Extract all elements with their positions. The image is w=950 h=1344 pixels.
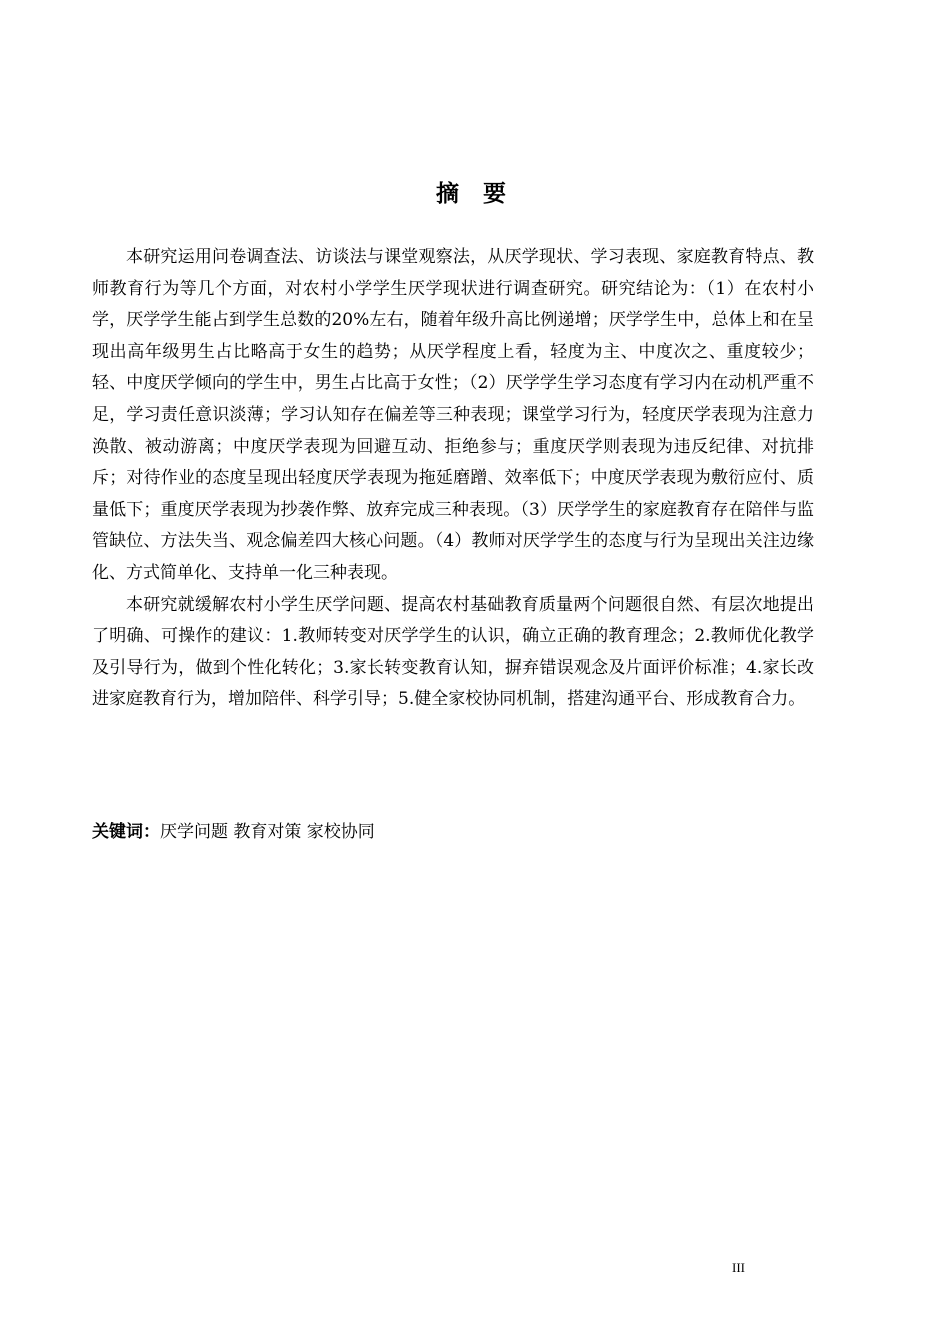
abstract-body [92,242,814,716]
keywords-value: 厌学问题 教育对策 家校协同 [160,822,375,842]
keywords-line [92,817,814,848]
page-title: 摘 要 [435,181,514,207]
page-number: III [732,1260,745,1275]
abstract-paragraph-suggestions: 本研究就缓解农村小学生厌学问题、提高农村基础教育质量两个问题很自然、有层次地提出了明确、可操作的建议：1.教师转变对厌学学生的认识，确立正确的教育理念；2.教师优化教学及引导行为，做到个性化转化；3.家长转变教育认知，摒弃错误观念及片面评价标准；4.家长改进家庭教育行为，增加陪伴、科学引导；5.健全家校协同机制，搭建沟通平台、形成教育合力。 [92,594,814,710]
abstract-paragraph-findings: 本研究运用问卷调查法、访谈法与课堂观察法，从厌学现状、学习表现、家庭教育特点、教师教育行为等几个方面，对农村小学学生厌学现状进行调查研究。研究结论为：（1）在农村小学，厌学学生能占到学生总数的20%左右，随着年级升高比例递增；厌学学生中，总体上和在呈现出高年级男生占比略高于女生的趋势；从厌学程度上看，轻度为主、中度次之、重度较少；轻、中度厌学倾向的学生中，男生占比高于女性；（2）厌学学生学习态度有学习内在动机严重不足，学习责任意识淡薄；学习认知存在偏差等三种表现；课堂学习行为，轻度厌学表现为注意力涣散、被动游离；中度厌学表现为回避互动、拒绝参与；重度厌学则表现为违反纪律、对抗排斥；对待作业的态度呈现出轻度厌学表现为拖延磨蹭、效率低下；中度厌学表现为敷衍应付、质量低下；重度厌学表现为抄袭作弊、放弃完成三种表现。（3）厌学学生的家庭教育存在陪伴与监管缺位、方法失当、观念偏差四大核心问题。（4）教师对厌学学生的态度与行为呈现出关注边缘化、方式简单化、支持单一化三种表现。 [92,247,814,583]
keywords-label: 关键词： [92,822,160,842]
